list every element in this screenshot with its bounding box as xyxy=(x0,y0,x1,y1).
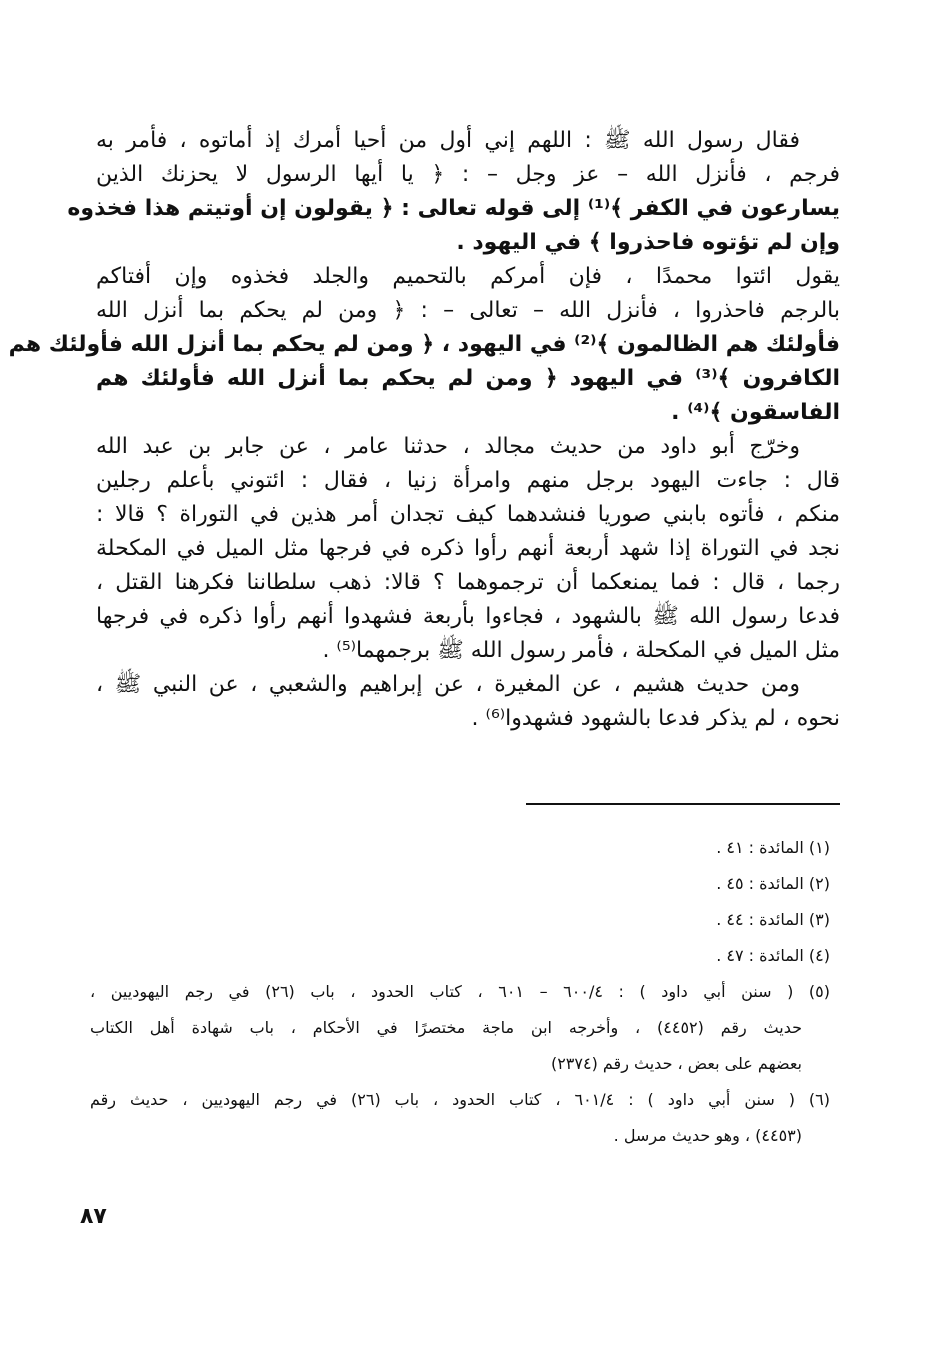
footnote-5-cont-1: حديث رقم (٤٤٥٢) ، وأخرجه ابن ماجة مختصرًا في الأحكام ، باب شهادة أهل الكتاب xyxy=(90,1018,802,1037)
text-line-12: منكم ، فأتوه بابني صوريا فنشدهما كيف تجدان أمر هذين في التوراة ؟ قالا : xyxy=(96,502,840,527)
footnote-5-cont-2: بعضهم على بعض ، حديث رقم (٢٣٧٤) xyxy=(550,1054,802,1073)
text-line-13: نجد في التوراة إذا شهد أربعة أنهم رأوا ذكره في فرجها مثل الميل في المكحلة xyxy=(96,536,840,561)
footnote-6: (٦) ( سنن أبي داود ) : ٦٠١/٤ ، كتاب الحدود ، باب (٢٦) في رجم اليهوديين ، حديث رقم xyxy=(90,1090,831,1109)
footnote-3: (٣) المائدة : ٤٤ . xyxy=(716,910,830,929)
text-line-11: قال : جاءت اليهود برجل منهم وامرأة زنيا ، فقال : ائتوني بأعلم رجلين xyxy=(96,468,840,493)
footnote-1: (١) المائدة : ٤١ . xyxy=(716,838,830,857)
page-number: ٨٧ xyxy=(80,1204,107,1229)
footnote-5: (٥) ( سنن أبي داود ) : ٦٠٠/٤ – ٦٠١ ، كتاب الحدود ، باب (٢٦) في رجم اليهوديين ، xyxy=(90,982,831,1001)
text-line-7: فأولئك هم الظالمون ﴾⁽²⁾ في اليهود ، ﴿ ومن لم يحكم بما أنزل الله فأولئك هم xyxy=(8,332,840,357)
text-line-18: نحوه ، لم يذكر فدعا بالشهود فشهدوا⁽⁶⁾ . xyxy=(471,706,840,731)
text-line-9: الفاسقون ﴾⁽⁴⁾ . xyxy=(671,400,840,425)
text-line-8: الكافرون ﴾⁽³⁾ في اليهود ﴿ ومن لم يحكم بما أنزل الله فأولئك هم xyxy=(96,366,840,391)
main-text-block xyxy=(8,124,840,736)
footnotes-block xyxy=(90,830,830,1154)
footnote-4: (٤) المائدة : ٤٧ . xyxy=(716,946,830,965)
footnote-separator xyxy=(526,803,840,805)
text-line-6: بالرجم فاحذروا ، فأنزل الله – تعالى – : ﴿ ومن لم يحكم بما أنزل الله xyxy=(96,298,840,323)
text-line-10: وخرّج أبو داود من حديث مجالد ، حدثنا عامر ، عن جابر بن عبد الله xyxy=(96,434,800,459)
text-line-2: فرجم ، فأنزل الله – عز وجل – : ﴿ يا أيها الرسول لا يحزنك الذين xyxy=(96,162,840,187)
text-line-1: فقال رسول الله ﷺ : اللهم إني أول من أحيا أمرك إذ أماتوه ، فأمر به xyxy=(96,128,800,153)
footnote-6-cont-1: (٤٤٥٣) ، وهو حديث مرسل . xyxy=(613,1126,802,1145)
text-line-16: مثل الميل في المكحلة ، فأمر رسول الله ﷺ برجمهما⁽⁵⁾ . xyxy=(322,638,840,663)
footnote-2: (٢) المائدة : ٤٥ . xyxy=(716,874,830,893)
text-line-5: يقول ائتوا محمدًا ، فإن أمركم بالتحميم والجلد فخذوه وإن أفتاكم xyxy=(96,264,840,289)
text-line-4: وإن لم تؤتوه فاحذروا ﴾ في اليهود . xyxy=(456,230,840,255)
text-line-17: ومن حديث هشيم ، عن المغيرة ، عن إبراهيم والشعبي ، عن النبي ﷺ ، xyxy=(96,672,800,697)
text-line-3: يسارعون في الكفر ﴾⁽¹⁾ إلى قوله تعالى : ﴿ يقولون إن أوتيتم هذا فخذوه xyxy=(67,196,840,221)
text-line-15: فدعا رسول الله ﷺ بالشهود ، فجاءوا بأربعة فشهدوا أنهم رأوا ذكره في فرجها xyxy=(96,604,840,629)
text-line-14: رجما ، قال : فما يمنعكما أن ترجموهما ؟ قالا: ذهب سلطاننا فكرهنا القتل ، xyxy=(96,570,840,595)
